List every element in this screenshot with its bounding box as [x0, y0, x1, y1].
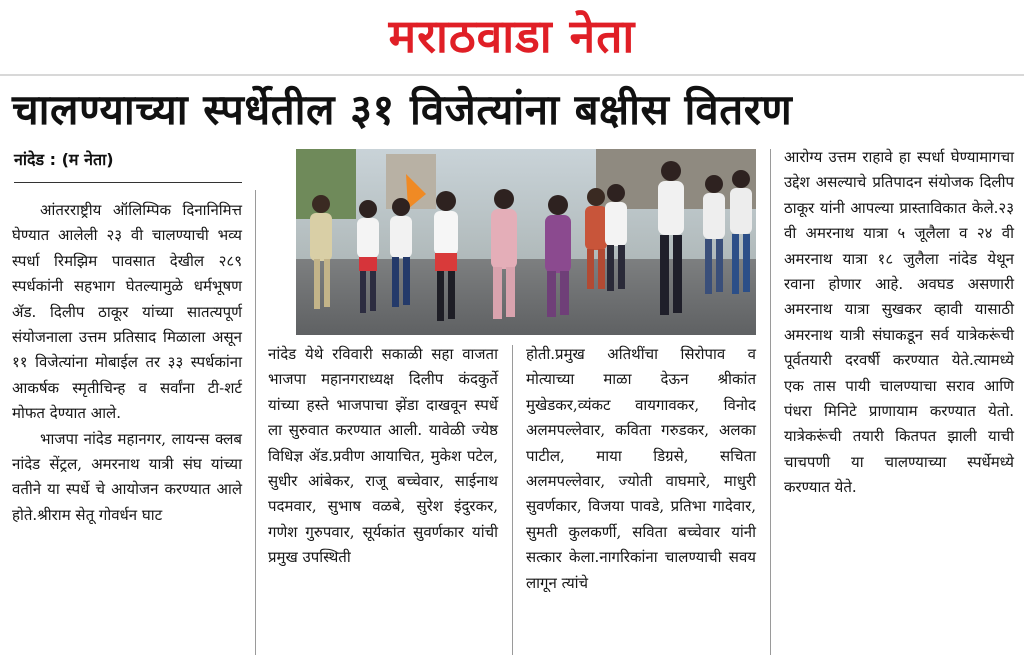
article-headline: चालण्याच्या स्पर्धेतील ३१ विजेत्यांना बक्षीस वितरण — [12, 85, 793, 134]
paragraph: नांदेड येथे रविवारी सकाळी सहा वाजता भाजपा महानगराध्यक्ष दिलीप कंदकुर्ते यांच्या हस्ते भाजपाचा झेंडा दाखवून स्पर्धे ला सुरुवात करण्यात आली. यावेळी ज्येष्ठ विधिज्ञ ॲड.प्रवीण आयाचित, मुकेश पटेल, सुधीर आंबेकर, राजू बच्चेवार, साईनाथ पदमवार, सुभाष वळबे, सुरेश इंदुरकर, गणेश गुरुपवार, सूर्यकांत सुवर्णकार यांची प्रमुख उपस्थिती — [268, 345, 498, 567]
masthead-rule — [0, 74, 1024, 76]
article-photo — [296, 149, 756, 335]
paragraph: होती.प्रमुख अतिथींचा सिरोपाव व मोत्याच्या माळा देऊन श्रीकांत मुखेडकर,व्यंकट वायगावकर, विनोद अलमपल्लेवार, कविता गरुडकर, अलका पाटील, माया डिग्रसे, सचिता अलमपल्लेवार, ज्योती वाघमारे, माधुरी सुवर्णकार, विजया पावडे, प्रतिभा गादेवार, सुमती कुलकर्णी, सविता बच्चेवार यांनी सत्कार केला.नागरिकांना चालण्याची सवय लागून त्यांचे — [526, 345, 756, 592]
dateline-rule — [14, 182, 242, 183]
dateline: नांदेड : (म नेता) — [14, 150, 114, 169]
article-column-4 — [784, 145, 1014, 501]
article-column-2 — [268, 342, 498, 571]
masthead — [0, 0, 1024, 72]
paragraph: आंतरराष्ट्रीय ऑलिम्पिक दिनानिमित्त घेण्यात आलेली २३ वी चालण्याची भव्य स्पर्धा रिमझिम पावसात देखील २८९ स्पर्धकांनी सहभाग घेतल्यामुळे धर्मभूषण ॲड. दिलीप ठाकूर यांच्या सातत्यपूर्ण संयोजनाला उत्तम प्रतिसाद मिळाला असून ११ विजेत्यांना मोबाईल तर ३३ स्पर्धकांना आकर्षक स्मृतीचिन्ह व सर्वांना टी-शर्ट मोफत देण्यात आले. — [12, 201, 242, 423]
walkers-photo-illustration — [296, 149, 756, 335]
newspaper-title: मराठवाडा नेता — [388, 9, 636, 63]
paragraph: आरोग्य उत्तम राहावे हा स्पर्धा घेण्यामागचा उद्देश असल्याचे प्रतिपादन संयोजक दिलीप ठाकूर यांनी आपल्या प्रास्ताविकात केले.२३ वी अमरनाथ यात्रा ५ जूलैला व २४ वी अमरनाथ यात्रा १८ जुलैला नांदेड येथून रवाना होणार आहे. अवघड असणारी अमरनाथ यात्रा सुखकर व्हावी यासाठी अमरनाथ यात्री संघाकडून सर्व यात्रेकरूंची पूर्वतयारी दरवर्षी करण्यात येते.त्यामध्ये एक तास पायी चालण्याचा सराव आणि पंधरा मिनिटे प्राणायाम करण्यात येतो. यात्रेकरूंची तयारी कितपत झाली याची चाचपणी या चालण्याच्या स्पर्धेमध्ये करण्यात येते. — [784, 148, 1014, 497]
column-divider — [770, 149, 771, 655]
paragraph: भाजपा नांदेड महानगर, लायन्स क्लब नांदेड सेंट्रल, अमरनाथ यात्री संघ यांच्या वतीने या स्पर्धे चे आयोजन करण्यात आले होते.श्रीराम सेतू गोवर्धन घाट — [12, 429, 242, 524]
column-divider — [512, 345, 513, 655]
article-column-1 — [12, 198, 242, 528]
column-divider — [255, 190, 256, 655]
article-column-3 — [526, 342, 756, 596]
